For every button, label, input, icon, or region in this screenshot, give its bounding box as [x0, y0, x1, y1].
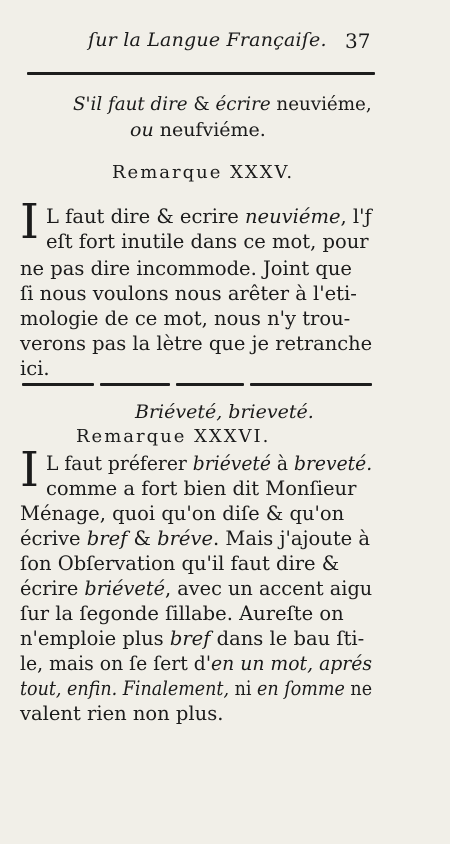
text-run: comme a fort bien dit Monſieur: [46, 477, 357, 500]
text-run: ici.: [20, 357, 50, 380]
text-run: neufviéme.: [159, 119, 266, 141]
section2-line: [20, 602, 344, 625]
text-run: écrive: [20, 527, 87, 550]
section1-line: [20, 332, 372, 355]
section-divider: [176, 383, 244, 386]
section1-line: [46, 205, 372, 228]
text-run: neuviéme,: [276, 93, 372, 115]
section1-line: [20, 282, 357, 305]
text-run: L faut dire & ecrire: [46, 205, 245, 228]
section1-remarque-heading: Remarque XXXV.: [112, 162, 295, 183]
italic-run: S'il faut dire: [73, 93, 194, 115]
section2-title: Briéveté, brieveté.: [135, 401, 314, 423]
italic-run: bréve: [157, 527, 214, 550]
text-run: &: [127, 527, 158, 550]
text-run: écrire: [20, 577, 85, 600]
italic-run: en un mot, aprés: [211, 652, 373, 675]
italic-run: breveté.: [294, 452, 373, 475]
section1-line: [20, 307, 350, 330]
text-run: &: [193, 93, 210, 115]
section2-line: [46, 452, 372, 475]
section2-line: [20, 527, 370, 550]
italic-run: écrire: [209, 93, 277, 115]
text-run: eſt fort inutile dans ce mot, pour: [46, 230, 369, 253]
section1-title-line1: [73, 93, 372, 115]
text-run: ſi nous voulons nous arêter à l'eti-: [20, 282, 357, 305]
section-divider: [22, 383, 94, 386]
text-run: ni: [229, 677, 258, 700]
section1-line: [20, 357, 50, 380]
text-run: ſur la ſegonde ſillabe. Aureſte on: [20, 602, 344, 625]
section2-remarque-heading: Remarque XXXVI.: [76, 426, 271, 447]
section2-line: [20, 577, 372, 600]
text-run: mologie de ce mot, nous n'y trou-: [20, 307, 351, 330]
text-run: à: [270, 452, 295, 475]
text-run: ſon Obſervation qu'il faut dire &: [20, 552, 340, 575]
section2-line: [20, 677, 372, 700]
italic-run: tout, enfin. Finalement,: [20, 677, 230, 700]
section-divider: [100, 383, 170, 386]
text-run: . Mais j'ajoute à: [213, 527, 371, 550]
text-run: , avec un accent aigu: [164, 577, 373, 600]
section2-line: [20, 502, 344, 525]
section2-line: [46, 477, 356, 500]
section1-line: [20, 257, 352, 280]
text-run: Ménage, quoi qu'on diſe & qu'on: [20, 502, 345, 525]
header-rule: [27, 72, 375, 75]
text-run: n'emploie plus: [20, 627, 170, 650]
section-divider: [250, 383, 372, 386]
section1-line: [46, 230, 369, 253]
italic-run: bref: [86, 527, 128, 550]
running-header: ſur la Langue Françaiſe.: [88, 29, 327, 51]
italic-run: en ſomme: [257, 677, 345, 700]
section2-line: [20, 702, 223, 725]
italic-run: ou: [130, 119, 160, 141]
text-run: ne: [344, 677, 373, 700]
text-run: verons pas la lètre que je retranche: [20, 332, 373, 355]
text-run: dans le bau ſti-: [210, 627, 365, 650]
section1-title-line2: [130, 119, 266, 141]
italic-run: bref: [169, 627, 211, 650]
section2-line: [20, 652, 372, 675]
text-run: ne pas dire incommode. Joint que: [20, 257, 352, 280]
text-run: , l'ƒ: [340, 205, 372, 228]
section2-line: [20, 552, 339, 575]
text-run: le, mais on ſe ſert d': [20, 652, 212, 675]
italic-run: briéveté: [192, 452, 271, 475]
section2-line: [20, 627, 364, 650]
text-run: valent rien non plus.: [20, 702, 224, 725]
page-number: 37: [345, 29, 371, 53]
text-run: L faut préferer: [46, 452, 193, 475]
section2-dropcap: I: [20, 442, 39, 498]
section1-dropcap: I: [20, 194, 39, 250]
italic-run: neuviéme: [245, 205, 341, 228]
italic-run: briéveté: [84, 577, 165, 600]
